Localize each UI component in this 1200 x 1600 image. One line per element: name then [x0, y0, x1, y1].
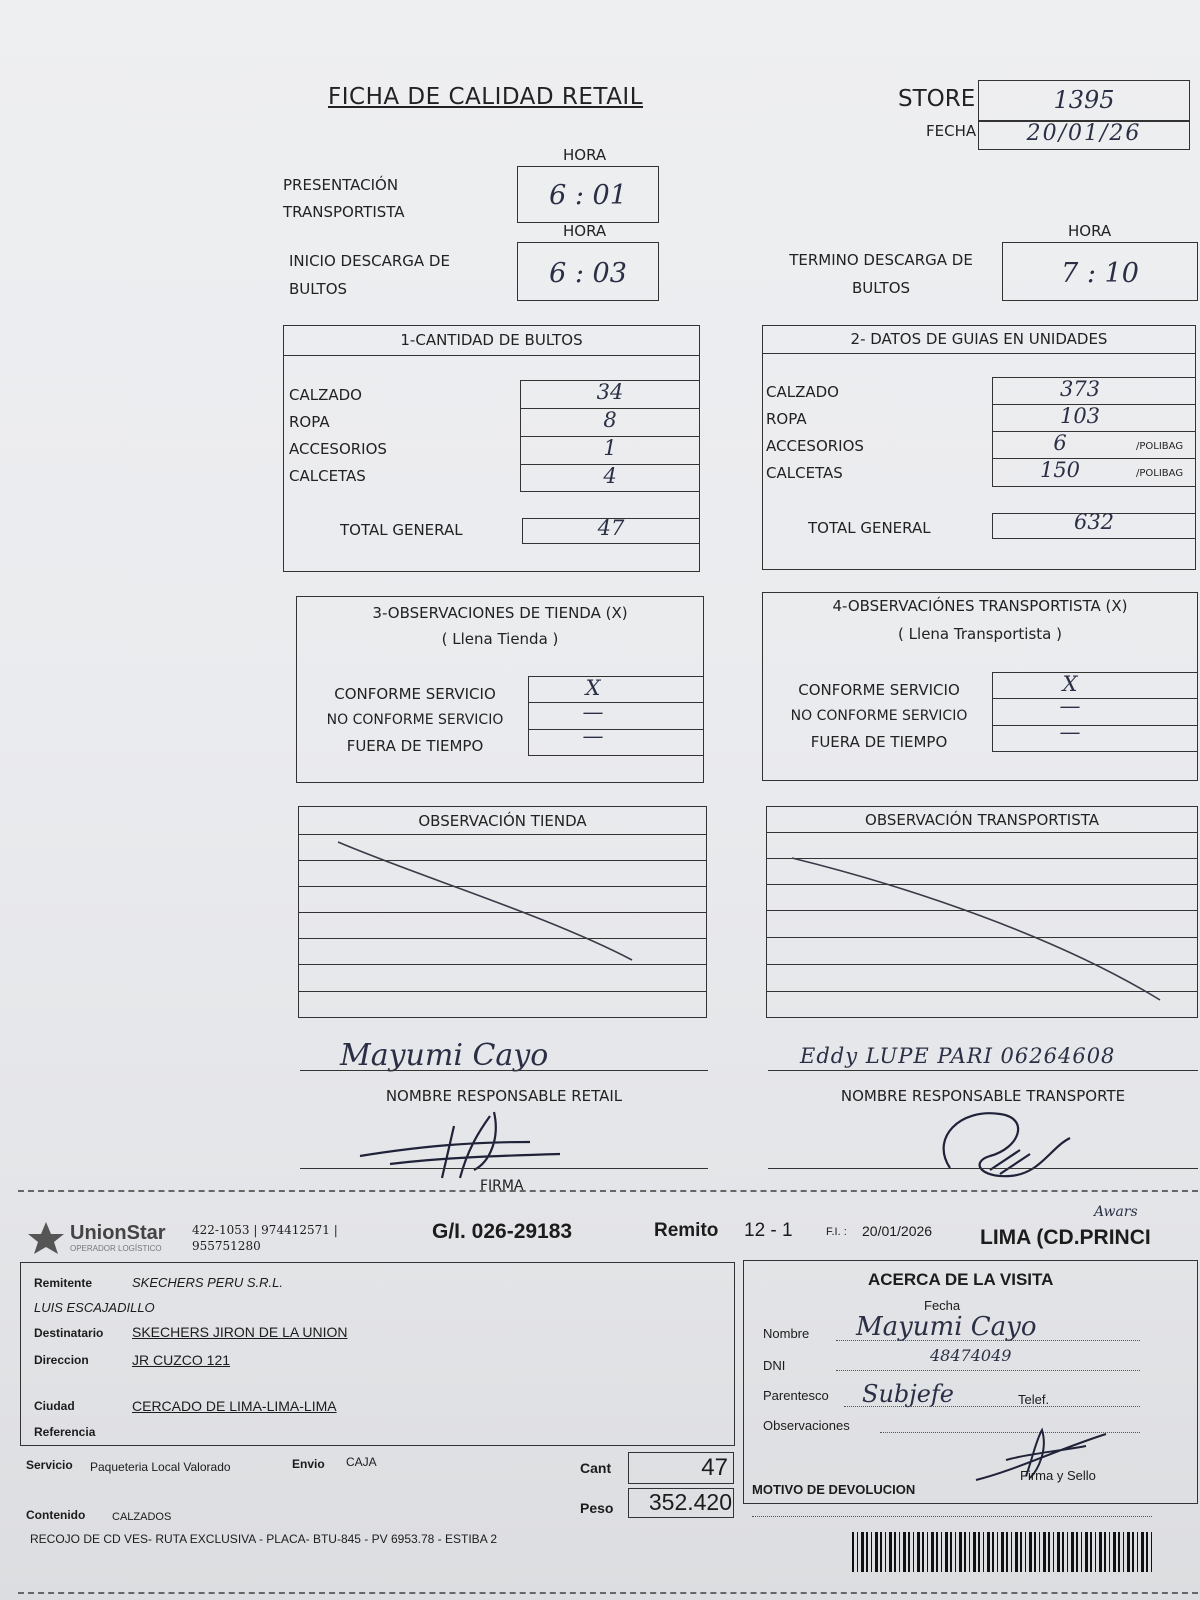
remito-label: Remito [654, 1220, 719, 1241]
guias-label-accesorios: ACCESORIOS [766, 437, 864, 455]
peso-label: Peso [580, 1500, 614, 1516]
visita-fecha-label: Fecha [924, 1298, 961, 1313]
hora-label-1: HORA [563, 146, 607, 164]
phones [192, 1222, 338, 1254]
guias-title: 2- DATOS DE GUIAS EN UNIDADES [763, 326, 1195, 354]
store-value: 1395 [1053, 86, 1115, 114]
visita-parentesco-label: Parentesco [763, 1388, 829, 1403]
envio-value: CAJA [346, 1455, 377, 1469]
obs-transportista-label-no-conforme: NO CONFORME SERVICIO [790, 708, 968, 724]
fecha-label: FECHA [926, 122, 977, 140]
remito-value: 12 - 1 [744, 1220, 793, 1241]
tear-line [18, 1190, 1198, 1192]
cantidad-label-accesorios: ACCESORIOS [289, 440, 387, 458]
guias-label-calzado: CALZADO [766, 383, 839, 401]
fi-value: 20/01/2026 [862, 1223, 933, 1239]
obs-transportista-subtitle: ( Llena Transportista ) [898, 625, 1062, 643]
destination-city: LIMA (CD.PRINCI [980, 1226, 1151, 1249]
visita-title: ACERCA DE LA VISITA [868, 1270, 1054, 1289]
obs-tienda-label-fuera: FUERA DE TIEMPO [346, 737, 484, 755]
motivo-dotted-line [752, 1516, 1152, 1517]
store-label: STORE [898, 86, 976, 112]
direccion-label: Direccion [34, 1353, 89, 1367]
cantidad-label-ropa: ROPA [289, 413, 330, 431]
remitente-value: SKECHERS PERU S.R.L. [132, 1275, 283, 1290]
nombre-transporte-label: NOMBRE RESPONSABLE TRANSPORTE [840, 1087, 1126, 1105]
servicio-value: Paqueteria Local Valorado [90, 1460, 231, 1474]
cantidad-value-calzado: 34 [596, 380, 624, 404]
envio-label: Envio [292, 1457, 325, 1471]
inicio-label [289, 247, 450, 303]
presentacion-label [283, 172, 405, 226]
obs-tienda-labels [300, 681, 530, 759]
referencia-label: Referencia [34, 1425, 96, 1439]
obs-transportista-label-conforme: CONFORME SERVICIO [798, 681, 960, 699]
guias-unit-accesorios: /POLIBAG [1136, 441, 1184, 452]
cantidad-total-value: 47 [597, 516, 625, 540]
guias-labels [766, 379, 864, 487]
termino-value: 7 : 10 [1061, 258, 1139, 289]
strike-line [298, 806, 707, 1018]
obs-tienda-label-conforme: CONFORME SERVICIO [334, 685, 496, 703]
inicio-label-line1: INICIO DESCARGA DE [289, 252, 450, 270]
remitente-contact: LUIS ESCAJADILLO [34, 1300, 155, 1315]
firma-retail-line [300, 1168, 708, 1169]
guias-label-calcetas: CALCETAS [766, 464, 843, 482]
cantidad-label-calcetas: CALCETAS [289, 467, 366, 485]
obs-tienda-mark-no-conforme: — [582, 700, 604, 724]
fi-label: F.I. : [826, 1226, 847, 1238]
presentacion-value: 6 : 01 [549, 180, 627, 211]
presentacion-label-line2: TRANSPORTISTA [283, 203, 405, 221]
visita-dni-label: DNI [763, 1358, 786, 1373]
observacion-transportista-title: OBSERVACIÓN TRANSPORTISTA [865, 811, 1099, 829]
cantidad-value-ropa: 8 [603, 408, 617, 432]
cantidad-value-accesorios: 1 [603, 436, 617, 460]
destinatario-label: Destinatario [34, 1326, 104, 1340]
obs-transportista-mark-no-conforme: — [1059, 694, 1081, 718]
unionstar-logo [24, 1220, 184, 1256]
contenido-value: CALZADOS [112, 1511, 172, 1523]
fecha-value: 20/01/26 [1026, 121, 1142, 146]
guias-value-accesorios: 6 [1053, 431, 1067, 455]
obs-transportista-title: 4-OBSERVACIÓNES TRANSPORTISTA (X) [832, 597, 1128, 615]
visita-dotted-line [844, 1406, 1140, 1407]
remitente-label: Remitente [34, 1276, 93, 1290]
firma-transporte-signature [920, 1098, 1120, 1188]
servicio-label: Servicio [26, 1458, 73, 1472]
visita-telef-label: Telef. [1018, 1392, 1050, 1407]
visita-dni-value: 48474049 [930, 1346, 1012, 1365]
phones-line2: 955751280 [192, 1239, 261, 1253]
cantidad-total-label: TOTAL GENERAL [340, 521, 463, 539]
cantidad-value-calcetas: 4 [603, 464, 617, 488]
obs-transportista-mark-fuera: — [1059, 720, 1081, 744]
star-logo-icon [24, 1220, 68, 1256]
visita-observaciones-label: Observaciones [763, 1418, 850, 1433]
strike-line [766, 806, 1198, 1018]
shipment-box [20, 1262, 735, 1446]
recojo-text: RECOJO DE CD VES- RUTA EXCLUSIVA - PLACA- BTU-845 - PV 6953.78 - ESTIBA 2 [30, 1532, 498, 1546]
cant-label: Cant [580, 1460, 612, 1476]
barcode [852, 1532, 1152, 1572]
destinatario-value: SKECHERS JIRON DE LA UNION [132, 1324, 348, 1340]
brand-tagline: OPERADOR LOGÍSTICO [70, 1244, 162, 1253]
handwritten-note: Awars [1094, 1204, 1138, 1220]
obs-tienda-subtitle: ( Llena Tienda ) [441, 630, 559, 648]
cant-value: 47 [701, 1454, 728, 1481]
direccion-value: JR CUZCO 121 [132, 1352, 231, 1368]
bottom-tear-line [18, 1592, 1198, 1594]
presentacion-label-line1: PRESENTACIÓN [283, 176, 399, 194]
gi-number: G/I. 026-29183 [432, 1220, 573, 1243]
obs-tienda-mark-conforme: X [585, 676, 601, 700]
termino-label [777, 246, 985, 302]
visita-firma-label: Firma y Sello [1020, 1468, 1096, 1483]
page-title: FICHA DE CALIDAD RETAIL [328, 84, 644, 110]
firma-label: FIRMA [480, 1178, 524, 1194]
cantidad-label-calzado: CALZADO [289, 386, 362, 404]
termino-label-line2: BULTOS [851, 279, 911, 297]
brand-name: UnionStar [70, 1222, 166, 1244]
hora-label-2: HORA [563, 222, 607, 240]
visita-dotted-line [836, 1370, 1140, 1371]
visita-nombre-label: Nombre [763, 1326, 810, 1341]
guias-value-ropa: 103 [1059, 404, 1101, 428]
obs-tienda-title: 3-OBSERVACIONES DE TIENDA (X) [372, 604, 628, 622]
termino-label-line1: TERMINO DESCARGA DE [789, 251, 973, 269]
guias-value-calcetas: 150 [1039, 458, 1081, 482]
inicio-value: 6 : 03 [549, 258, 627, 289]
nombre-retail-line [300, 1070, 708, 1071]
ciudad-value: CERCADO DE LIMA-LIMA-LIMA [132, 1398, 337, 1414]
visita-dotted-line [836, 1340, 1140, 1341]
guias-label-ropa: ROPA [766, 410, 807, 428]
firma-transporte-line [768, 1168, 1198, 1169]
visita-nombre-value: Mayumi Cayo [856, 1312, 1037, 1342]
guias-unit-calcetas: /POLIBAG [1136, 468, 1184, 479]
contenido-label: Contenido [26, 1508, 86, 1522]
observacion-tienda-title: OBSERVACIÓN TIENDA [418, 812, 587, 830]
obs-transportista-mark-conforme: X [1062, 672, 1078, 696]
peso-value: 352.420 [648, 1489, 732, 1515]
guias-total-label: TOTAL GENERAL [808, 519, 931, 537]
nombre-retail-value: Mayumi Cayo [340, 1038, 549, 1073]
obs-transportista-label-fuera: FUERA DE TIEMPO [810, 733, 948, 751]
firma-retail-signature [350, 1098, 610, 1188]
nombre-transporte-line [768, 1070, 1198, 1071]
motivo-devolucion-label: MOTIVO DE DEVOLUCION [752, 1482, 916, 1497]
guias-total-value: 632 [1073, 510, 1115, 534]
obs-tienda-label-no-conforme: NO CONFORME SERVICIO [326, 712, 504, 728]
cantidad-bultos-title: 1-CANTIDAD DE BULTOS [284, 326, 699, 356]
obs-tienda-mark-fuera: — [582, 724, 604, 748]
obs-transportista-labels [766, 677, 992, 755]
inicio-label-line2: BULTOS [289, 280, 348, 298]
hora-label-3: HORA [1068, 222, 1112, 240]
nombre-transporte-value: Eddy LUPE PARI 06264608 [800, 1044, 1116, 1068]
visita-parentesco-value: Subjefe [862, 1380, 954, 1408]
guias-value-calzado: 373 [1059, 377, 1101, 401]
cantidad-labels [289, 382, 387, 490]
nombre-retail-label: NOMBRE RESPONSABLE RETAIL [385, 1087, 623, 1105]
ciudad-label: Ciudad [34, 1399, 75, 1413]
phones-line1: 422-1053 | 974412571 | [192, 1223, 338, 1237]
